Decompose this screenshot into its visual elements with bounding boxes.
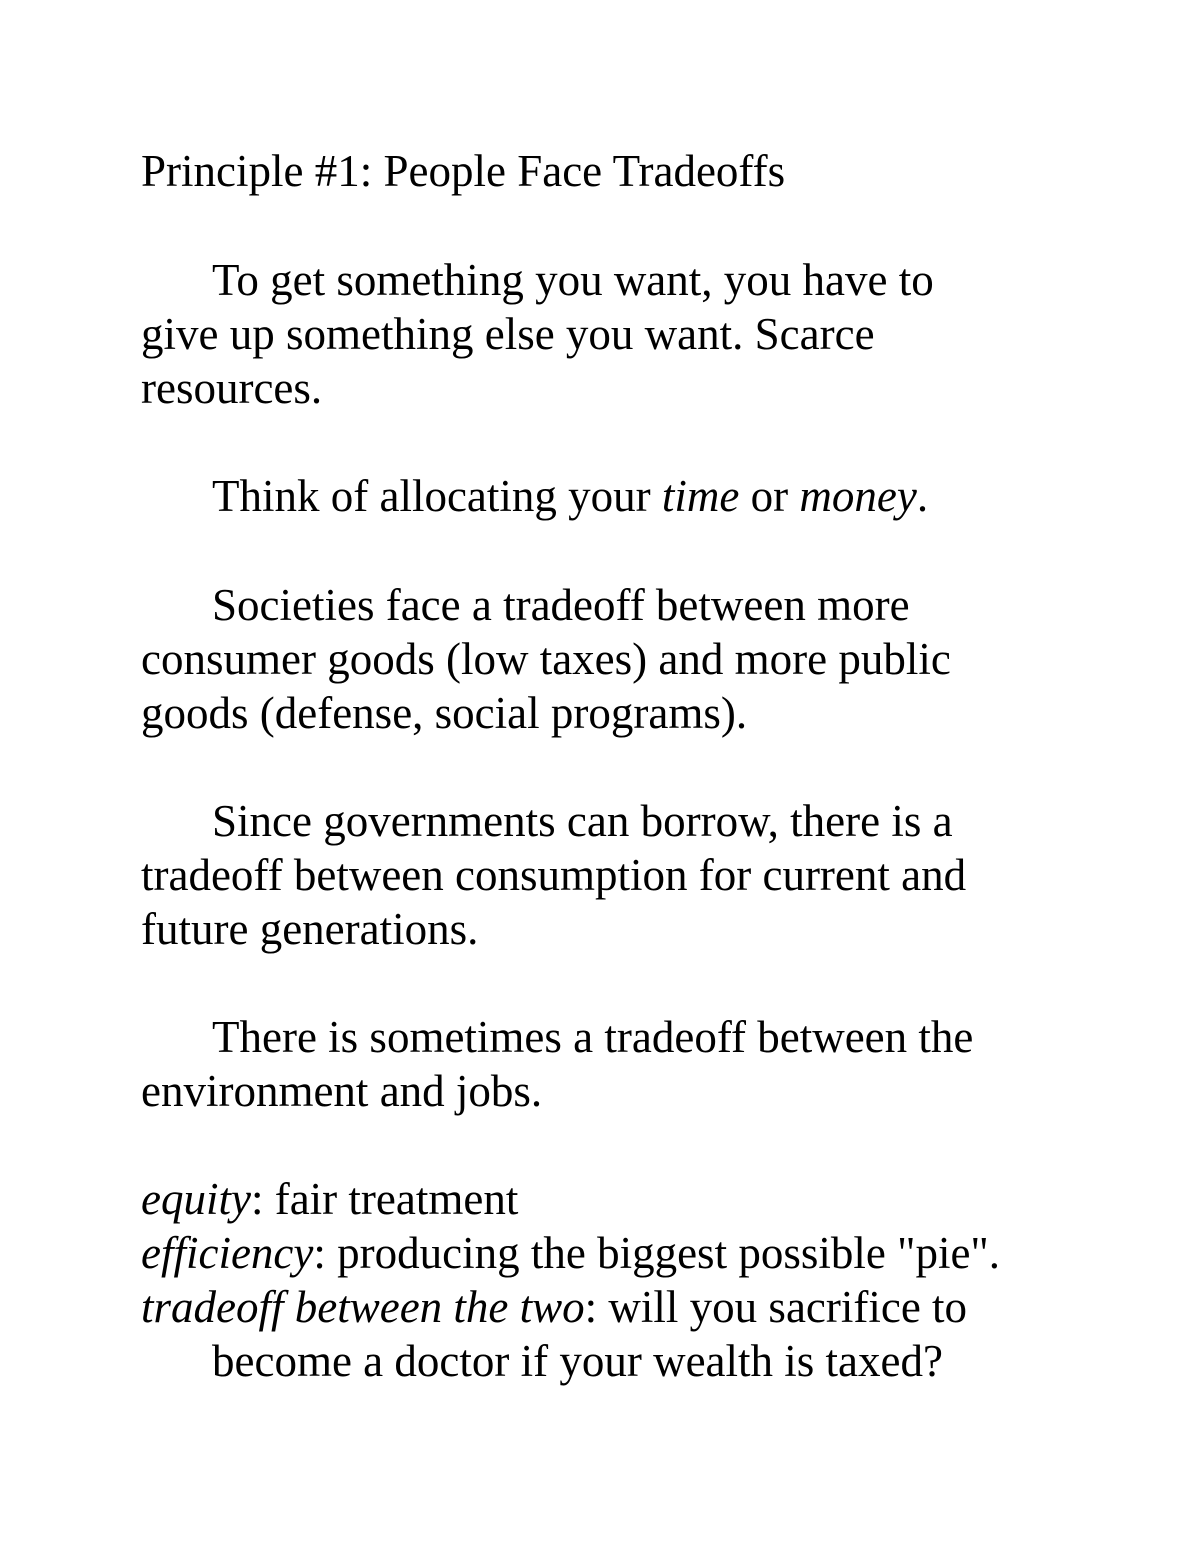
paragraph-3-line-1: Societies face a tradeoff between more: [212, 580, 910, 630]
paragraph-2-text-after: .: [916, 471, 929, 521]
paragraph-5-line-1: There is sometimes a tradeoff between the: [212, 1012, 974, 1062]
definition-text: : fair treatment: [250, 1174, 519, 1224]
paragraph-5-line-2: environment and jobs.: [141, 1066, 543, 1116]
paragraph-2-text-middle: or: [739, 471, 800, 521]
paragraph-4-line-2: tradeoff between consumption for current and: [141, 850, 967, 900]
definition-tradeoff: [141, 1280, 967, 1334]
paragraph-2-text-before: Think of allocating your: [212, 471, 662, 521]
paragraph-1-line-2: give up something else you want. Scarce: [141, 309, 875, 359]
definition-efficiency: [141, 1226, 1000, 1280]
paragraph-1-line-1: To get something you want, you have to: [212, 255, 934, 305]
paragraph-1-line-3: resources.: [141, 363, 323, 413]
paragraph-3-line-2: consumer goods (low taxes) and more public: [141, 634, 951, 684]
definition-term: efficiency: [141, 1228, 314, 1278]
emphasis-time: time: [661, 471, 740, 521]
definition-text: : will you sacrifice to: [584, 1282, 968, 1332]
paragraph-4-line-1: Since governments can borrow, there is a: [212, 796, 953, 846]
page-title: Principle #1: People Face Tradeoffs: [141, 146, 786, 196]
paragraph-4-line-3: future generations.: [141, 904, 479, 954]
emphasis-money: money: [799, 471, 917, 521]
definition-term: tradeoff between the two: [141, 1282, 585, 1332]
definition-term: equity: [141, 1174, 251, 1224]
definition-equity: [141, 1172, 518, 1226]
definition-tradeoff-continuation: become a doctor if your wealth is taxed?: [212, 1336, 943, 1386]
paragraph-3-line-3: goods (defense, social programs).: [141, 688, 748, 738]
definition-text: : producing the biggest possible "pie".: [313, 1228, 1001, 1278]
paragraph-2: [212, 469, 928, 523]
